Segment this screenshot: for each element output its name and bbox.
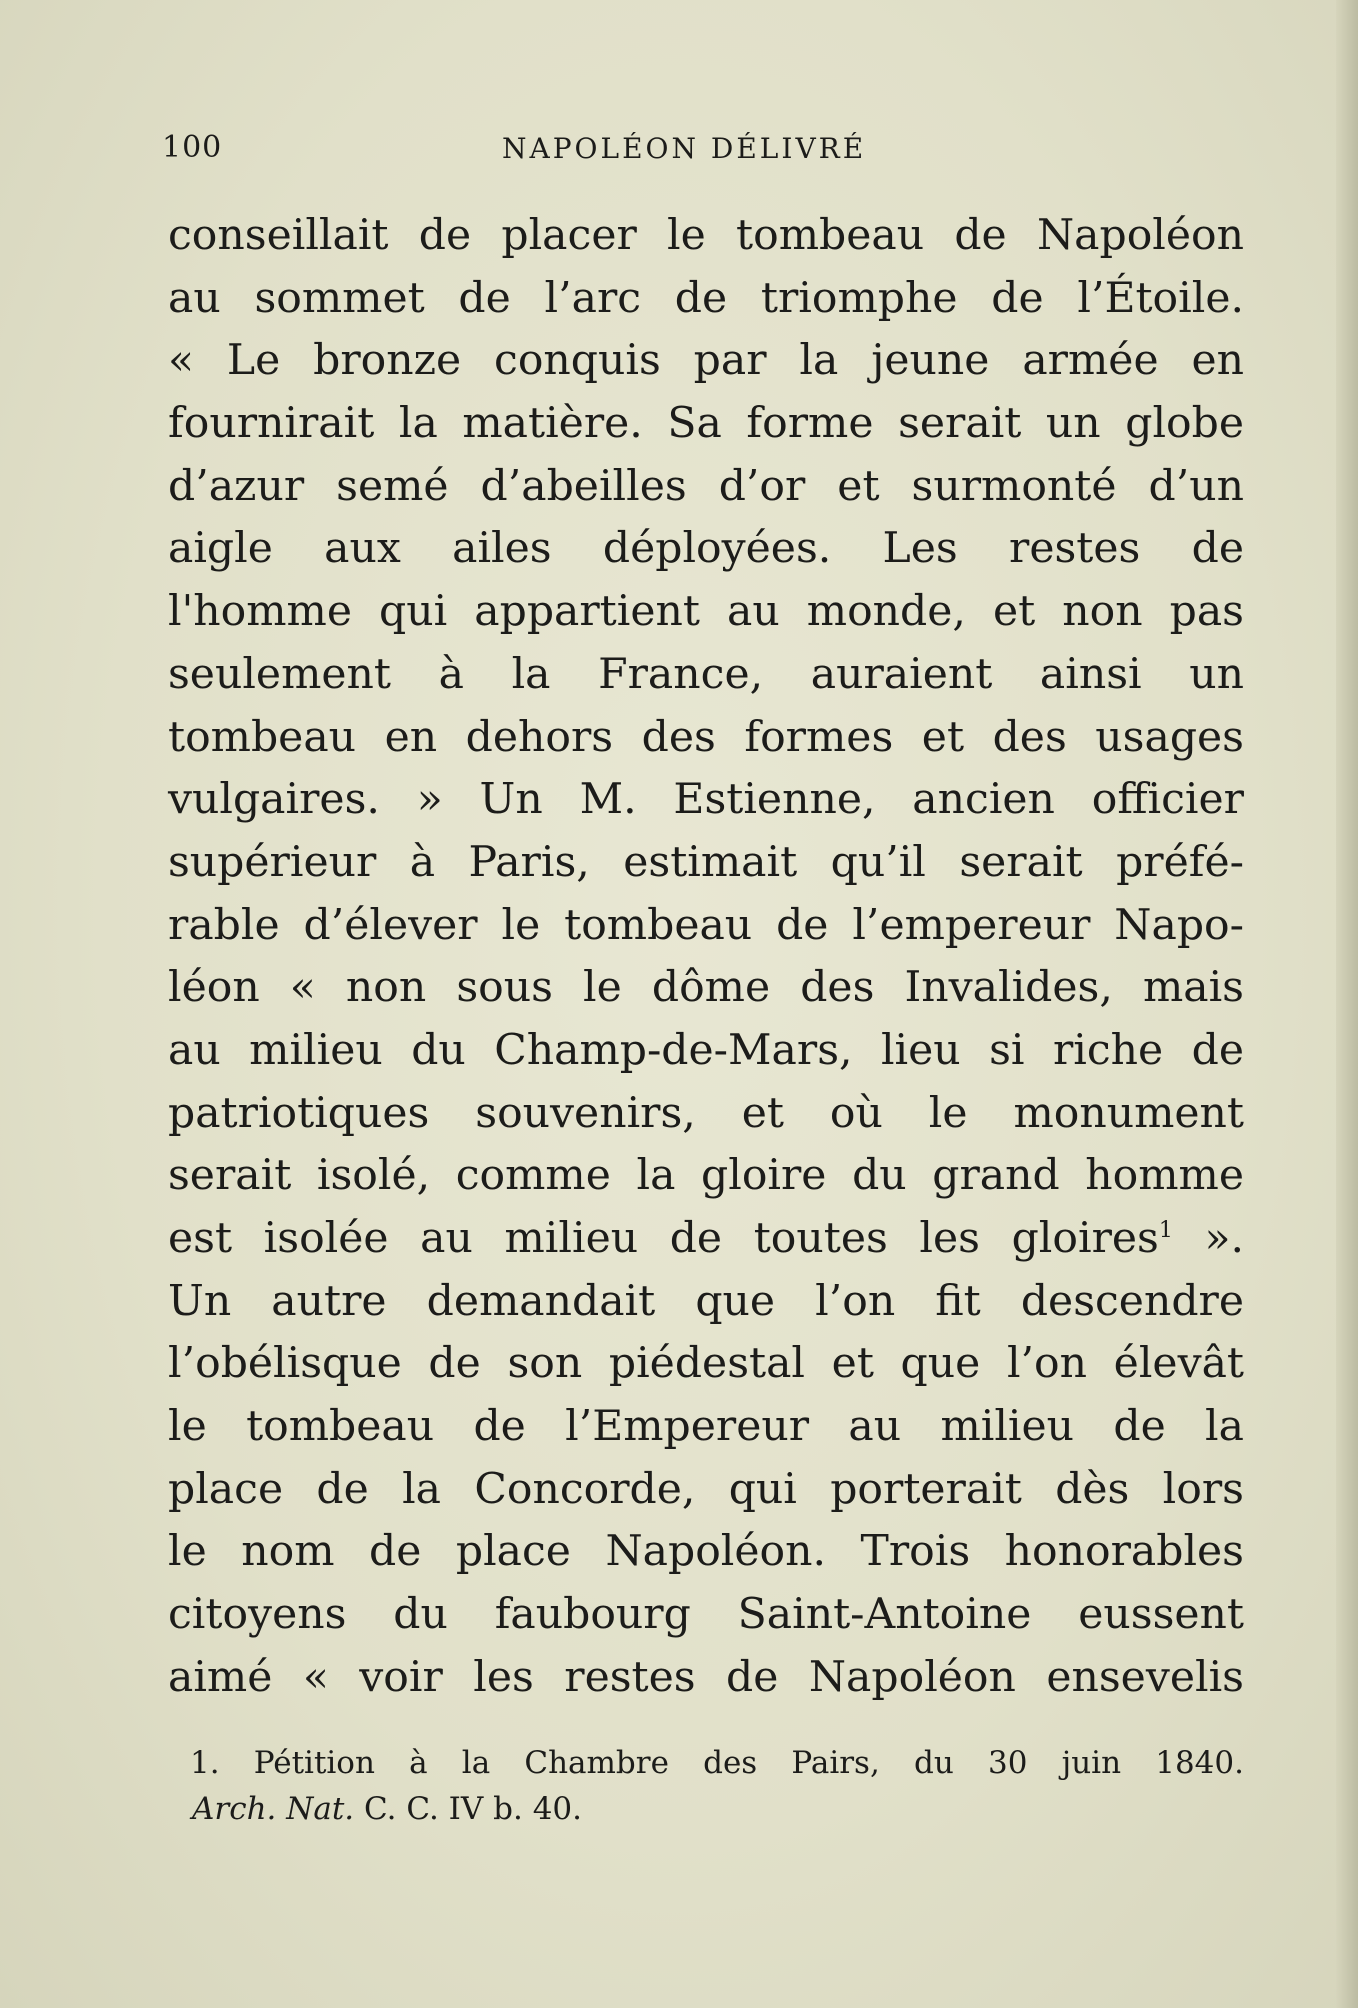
text-line: d’azur semé d’abeilles d’or et surmonté d’un — [168, 461, 1244, 511]
text-line: rable d’élever le tombeau de l’empereur Napo- — [168, 900, 1244, 950]
text-line: tombeau en dehors des formes et des usages — [168, 712, 1244, 762]
text-line: vulgaires. » Un M. Estienne, ancien officier — [168, 775, 1244, 825]
page-number: 100 — [162, 130, 223, 165]
text-line: l'homme qui appartient au monde, et non pas — [168, 587, 1244, 637]
footnote-source-line — [192, 1786, 1244, 1832]
text-line: l’obélisque de son piédestal et que l’on élevât — [168, 1339, 1244, 1389]
footnote-archive-ref: C. C. IV b. 40. — [354, 1791, 583, 1827]
text-line: au milieu du Champ-de-Mars, lieu si riche de — [168, 1025, 1244, 1075]
footnote-archive-abbrev: Arch. Nat. — [192, 1791, 355, 1827]
text-line: le tombeau de l’Empereur au milieu de la — [168, 1402, 1244, 1452]
footnote-line: 1. Pétition à la Chambre des Pairs, du 30 juin 1840. — [190, 1745, 1244, 1781]
text-line: supérieur à Paris, estimait qu’il serait préfé- — [168, 837, 1244, 887]
text-line: fournirait la matière. Sa forme serait un globe — [168, 399, 1244, 449]
page-header — [162, 130, 1242, 170]
page-edge-shadow — [1336, 0, 1358, 2008]
text-line: le nom de place Napoléon. Trois honorables — [168, 1527, 1244, 1577]
body-text — [168, 205, 1244, 1710]
text-line: aigle aux ailes déployées. Les restes de — [168, 524, 1244, 574]
text-line: léon « non sous le dôme des Invalides, mais — [168, 963, 1244, 1013]
text-line-with-footnote — [168, 1208, 1244, 1271]
running-title: NAPOLÉON DÉLIVRÉ — [502, 132, 867, 165]
text-line: place de la Concorde, qui porterait dès lors — [168, 1464, 1244, 1514]
text-line: Un autre demandait que l’on fit descendre — [168, 1276, 1244, 1326]
footnote-reference: 1 — [1158, 1217, 1173, 1243]
text-line: aimé « voir les restes de Napoléon ensevelis — [168, 1652, 1244, 1702]
text-line: citoyens du faubourg Saint-Antoine eussent — [168, 1590, 1244, 1640]
text-line: patriotiques souvenirs, et où le monument — [168, 1088, 1244, 1138]
text-line: conseillait de placer le tombeau de Napoléon — [168, 211, 1244, 260]
footnote — [190, 1740, 1244, 1832]
text-line: seulement à la France, auraient ainsi un — [168, 649, 1244, 699]
text-line-content: est isolée au milieu de toutes les gloires — [168, 1214, 1159, 1263]
text-line-end: ». — [1172, 1214, 1244, 1263]
text-line: serait isolé, comme la gloire du grand homme — [168, 1151, 1244, 1201]
text-line: au sommet de l’arc de triomphe de l’Étoile. — [168, 273, 1244, 323]
text-line: « Le bronze conquis par la jeune armée en — [168, 336, 1244, 386]
